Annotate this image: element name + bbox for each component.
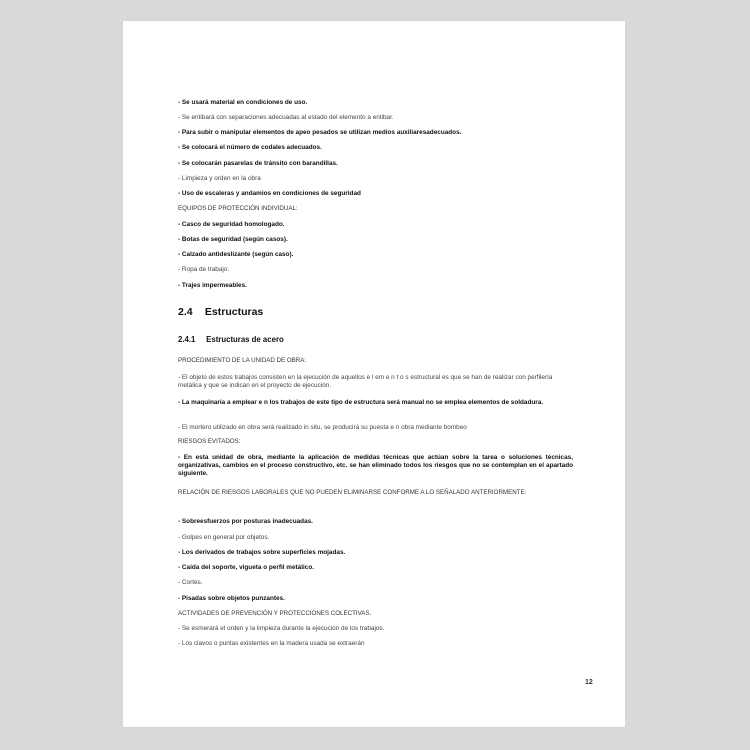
paragraph: - El objeto de estos trabajos consisten en la ejecución de aquellos e l em e n t o s estructural es que se han de realizar con perfilería metálica y que se indican en el proyecto de ejecución. [178, 374, 553, 389]
list-item: - Los derivados de trabajos sobre superficies mojadas. [178, 549, 346, 556]
subsection-number: 2.4.1 [178, 335, 196, 344]
subsection-title: Estructuras de acero [206, 335, 284, 344]
paragraph: - El mortero utilizado en obra será realizado in situ, se producirá su puesta e n obra mediante bombeo [178, 424, 467, 431]
list-item: - Casco de seguridad homologado. [178, 221, 285, 228]
section-title: Estructuras [204, 306, 264, 318]
list-item: - Calzado antideslizante (según caso). [178, 251, 294, 258]
list-item: - Se esmerará el orden y la limpieza durante la ejecución de los trabajos. [178, 625, 385, 632]
list-item: - Trajes impermeables. [178, 282, 247, 289]
list-item: - Pisadas sobre objetos punzantes. [178, 595, 285, 602]
list-item: - Golpes en general por objetos. [178, 534, 270, 541]
paragraph: - La maquinaria a emplear e n los trabajos de este tipo de estructura será manual no se emplea elementos de soldadura. [178, 399, 544, 406]
list-item: - Se entibará con separaciones adecuadas al estado del elemento a entibar. [178, 114, 394, 121]
list-item: - Los clavos o puntas existentes en la madera usada se extraerán [178, 640, 365, 647]
page-number: 12 [585, 679, 593, 686]
procedimiento-heading: PROCEDIMIENTO DE LA UNIDAD DE OBRA: [178, 357, 307, 364]
riesgos-evitados-heading: RIESGOS EVITADOS: [178, 438, 241, 445]
list-item: - Se usará material en condiciones de uso. [178, 99, 308, 106]
list-item: - Caída del soporte, vigueta o perfil metálico. [178, 564, 315, 571]
section-heading [178, 306, 263, 318]
section-number: 2.4 [178, 306, 193, 318]
paragraph: - En esta unidad de obra, mediante la aplicación de medidas técnicas que actúan sobre la tarea o soluciones técnicas, organizativas, cambios en el proceso constructivo, etc. se han eliminado todos los riesgos que no se contemplan en el apartado siguiente. [178, 454, 573, 477]
actividades-heading: ACTIVIDADES DE PREVENCIÓN Y PROTECCIONES COLECTIVAS. [178, 610, 372, 617]
list-item: - Cortes. [178, 579, 203, 586]
list-item: - Para subir o manipular elementos de apeo pesados se utilizan medios auxiliaresadecuados. [178, 129, 462, 136]
relacion-heading: RELACIÓN DE RIESGOS LABORALES QUE NO PUEDEN ELIMINARSE CONFORME A LO SEÑALADO ANTERIORMENTE: [178, 489, 527, 496]
list-item: - Sobreesfuerzos por posturas inadecuadas. [178, 518, 313, 525]
list-item: - Se colocará el número de codales adecuados. [178, 144, 322, 151]
epi-heading: EQUIPOS DE PROTECCIÓN INDIVIDUAL: [178, 205, 298, 212]
list-item: - Botas de seguridad (según casos). [178, 236, 288, 243]
list-item: - Se colocarán pasarelas de tránsito con barandillas. [178, 160, 338, 167]
subsection-heading [178, 335, 284, 344]
document-page [123, 21, 625, 727]
list-item: - Limpieza y orden en la obra [178, 175, 261, 182]
list-item: - Uso de escaleras y andamios en condiciones de seguridad [178, 190, 361, 197]
list-item: - Ropa de trabajo. [178, 266, 230, 273]
